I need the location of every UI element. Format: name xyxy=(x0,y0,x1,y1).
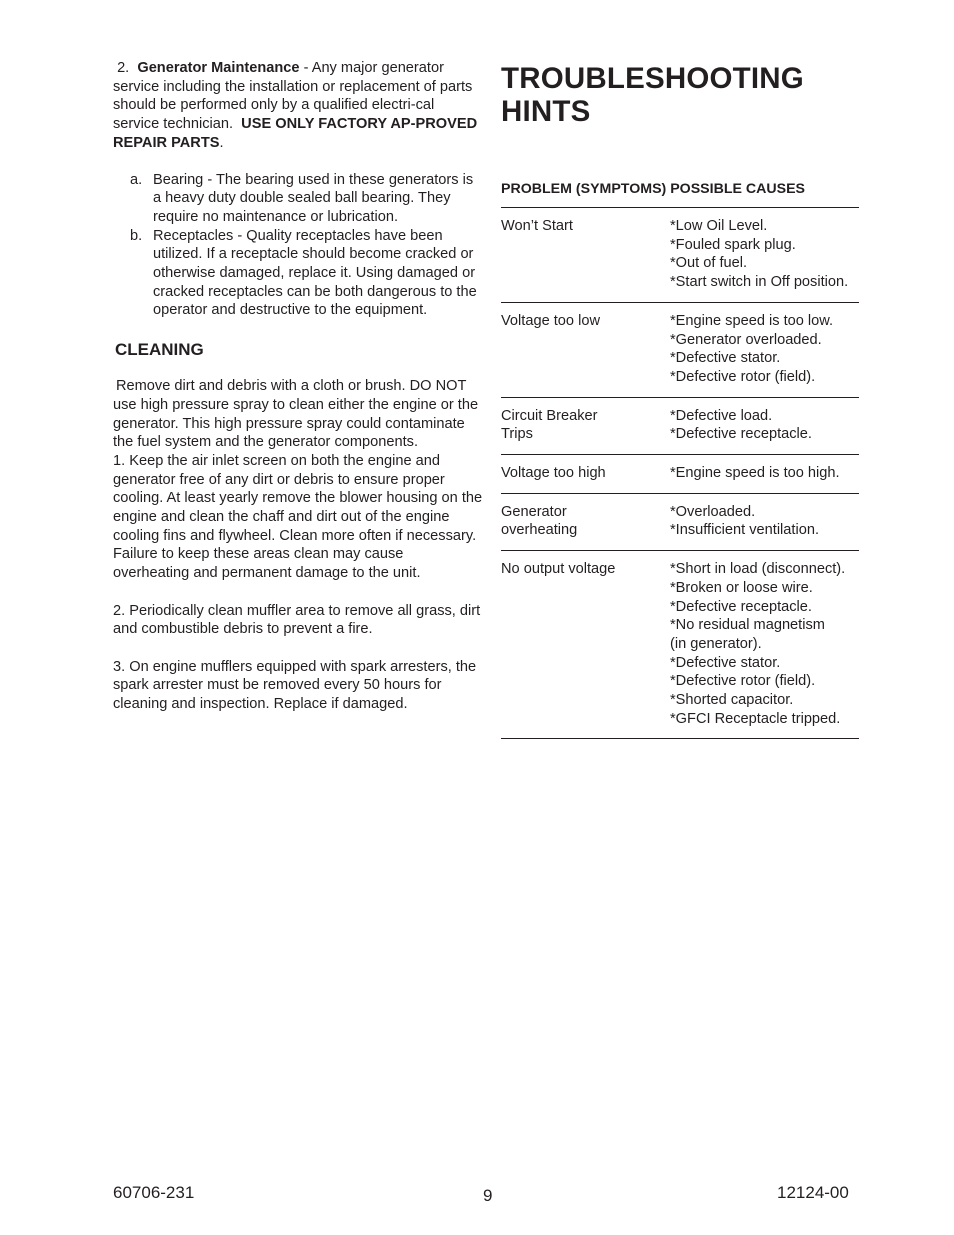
cause-line: *Engine speed is too high. xyxy=(670,465,840,482)
cause-line: *Shorted capacitor. xyxy=(670,692,794,709)
maintenance-sublist xyxy=(113,171,483,321)
symptom-line: Circuit Breaker xyxy=(501,407,598,424)
list-marker: a. xyxy=(130,171,143,188)
table-row xyxy=(501,551,859,739)
symptom-line: Generator xyxy=(501,503,567,520)
troubleshooting-table xyxy=(501,208,859,739)
causes-cell xyxy=(670,560,859,728)
cause-line: *Broken or loose wire. xyxy=(670,579,813,596)
causes-cell xyxy=(670,217,859,292)
maintenance-number: 2. xyxy=(117,60,130,76)
causes-cell xyxy=(670,407,859,444)
cause-line: *Defective receptacle. xyxy=(670,426,812,443)
footer-right-code: 12124-00 xyxy=(777,1183,849,1202)
list-item-text: Bearing - The bearing used in these generators is a heavy duty double sealed ball bearing. They require no maintenance or lubrication. xyxy=(153,171,474,225)
cause-line: *Engine speed is too low. xyxy=(670,312,834,329)
table-row xyxy=(501,398,859,455)
cause-line: *Start switch in Off position. xyxy=(670,274,849,291)
cause-line: *Low Oil Level. xyxy=(670,218,768,234)
cause-line: *No residual magnetism xyxy=(670,617,825,634)
symptom-cell xyxy=(501,464,661,483)
maintenance-text: - Any major generator service including the installation or replacement of parts should be performed only by a qualified electri-cal service technician. xyxy=(113,60,473,133)
cause-line: *Defective rotor (field). xyxy=(670,368,816,385)
symptom-line: Trips xyxy=(501,426,533,443)
cause-line: *Generator overloaded. xyxy=(670,331,822,348)
table-row xyxy=(501,455,859,494)
causes-cell xyxy=(670,464,859,483)
cause-line: *Short in load (disconnect). xyxy=(670,561,846,578)
cleaning-step-3: 3. On engine mufflers equipped with spark arresters, the spark arrester must be removed every 50 hours for cleaning and inspection. Replace if damaged. xyxy=(113,658,477,713)
cause-line: *Defective load. xyxy=(670,407,773,424)
cause-line: *Overloaded. xyxy=(670,503,756,520)
cleaning-intro: Remove dirt and debris with a cloth or brush. DO NOT use high pressure spray to clean either the engine or the generator. This high pressure spray could contaminate the fuel system and the generator components. xyxy=(113,378,479,451)
left-column xyxy=(113,59,483,714)
list-item xyxy=(113,227,483,321)
causes-cell xyxy=(670,312,859,387)
symptom-cell xyxy=(501,217,661,236)
symptom-line: Voltage too high xyxy=(501,465,606,482)
symptom-line: Voltage too low xyxy=(501,312,600,329)
cleaning-step-1: 1. Keep the air inlet screen on both the engine and generator free of any dirt or debris to ensure proper cooling. At least yearly remove the blower housing on the engine and clean the chaff and dirt out of the engine cooling fins and flywheel. Clean more often if necessary. Failure to keep these areas clean may cause overheating and permanent damage to the unit. xyxy=(113,452,483,582)
symptom-cell xyxy=(501,560,661,579)
cause-line: *Defective rotor (field). xyxy=(670,673,816,690)
title-line-1: TROUBLESHOOTING xyxy=(501,62,804,95)
symptom-cell xyxy=(501,407,661,444)
cause-line: (in generator). xyxy=(670,635,762,652)
maintenance-title: Generator Maintenance xyxy=(137,60,300,76)
symptom-cell xyxy=(501,312,661,331)
cleaning-step-2: 2. Periodically clean muffler area to remove all grass, dirt and combustible debris to prevent a fire. xyxy=(113,602,481,638)
table-row xyxy=(501,303,859,398)
symptom-line: No output voltage xyxy=(501,561,616,578)
cause-line: *Defective stator. xyxy=(670,654,781,671)
table-row xyxy=(501,494,859,551)
list-item-text: Receptacles - Quality receptacles have been utilized. If a receptacle should become cracked or otherwise damaged, replace it. Using damaged or cracked receptacles can be both dangerous to the operator and destructive to the equipment. xyxy=(153,227,477,319)
right-column xyxy=(501,62,859,739)
generator-maintenance-paragraph xyxy=(113,59,483,153)
symptom-line: Won’t Start xyxy=(501,218,573,234)
list-marker: b. xyxy=(130,227,143,244)
list-item xyxy=(113,171,483,227)
symptom-cell xyxy=(501,503,661,540)
cause-line: *Fouled spark plug. xyxy=(670,236,796,253)
maintenance-emphasis: USE ONLY FACTORY AP-PROVED REPAIR PARTS xyxy=(113,116,478,151)
cleaning-heading: CLEANING xyxy=(115,340,204,360)
symptom-line: overheating xyxy=(501,522,578,539)
page-number: 9 xyxy=(483,1186,493,1205)
cause-line: *Insufficient ventilation. xyxy=(670,522,820,539)
cause-line: *Defective receptacle. xyxy=(670,598,812,615)
footer-left-code: 60706-231 xyxy=(113,1183,195,1202)
causes-cell xyxy=(670,503,859,540)
table-row xyxy=(501,208,859,303)
title-line-2: HINTS xyxy=(501,95,591,128)
cause-line: *GFCI Receptacle tripped. xyxy=(670,710,841,727)
maintenance-end: . xyxy=(219,134,224,151)
cause-line: *Out of fuel. xyxy=(670,255,748,272)
cause-line: *Defective stator. xyxy=(670,350,781,367)
table-header: PROBLEM (SYMPTOMS) POSSIBLE CAUSES xyxy=(501,181,806,197)
page-title xyxy=(501,62,859,128)
